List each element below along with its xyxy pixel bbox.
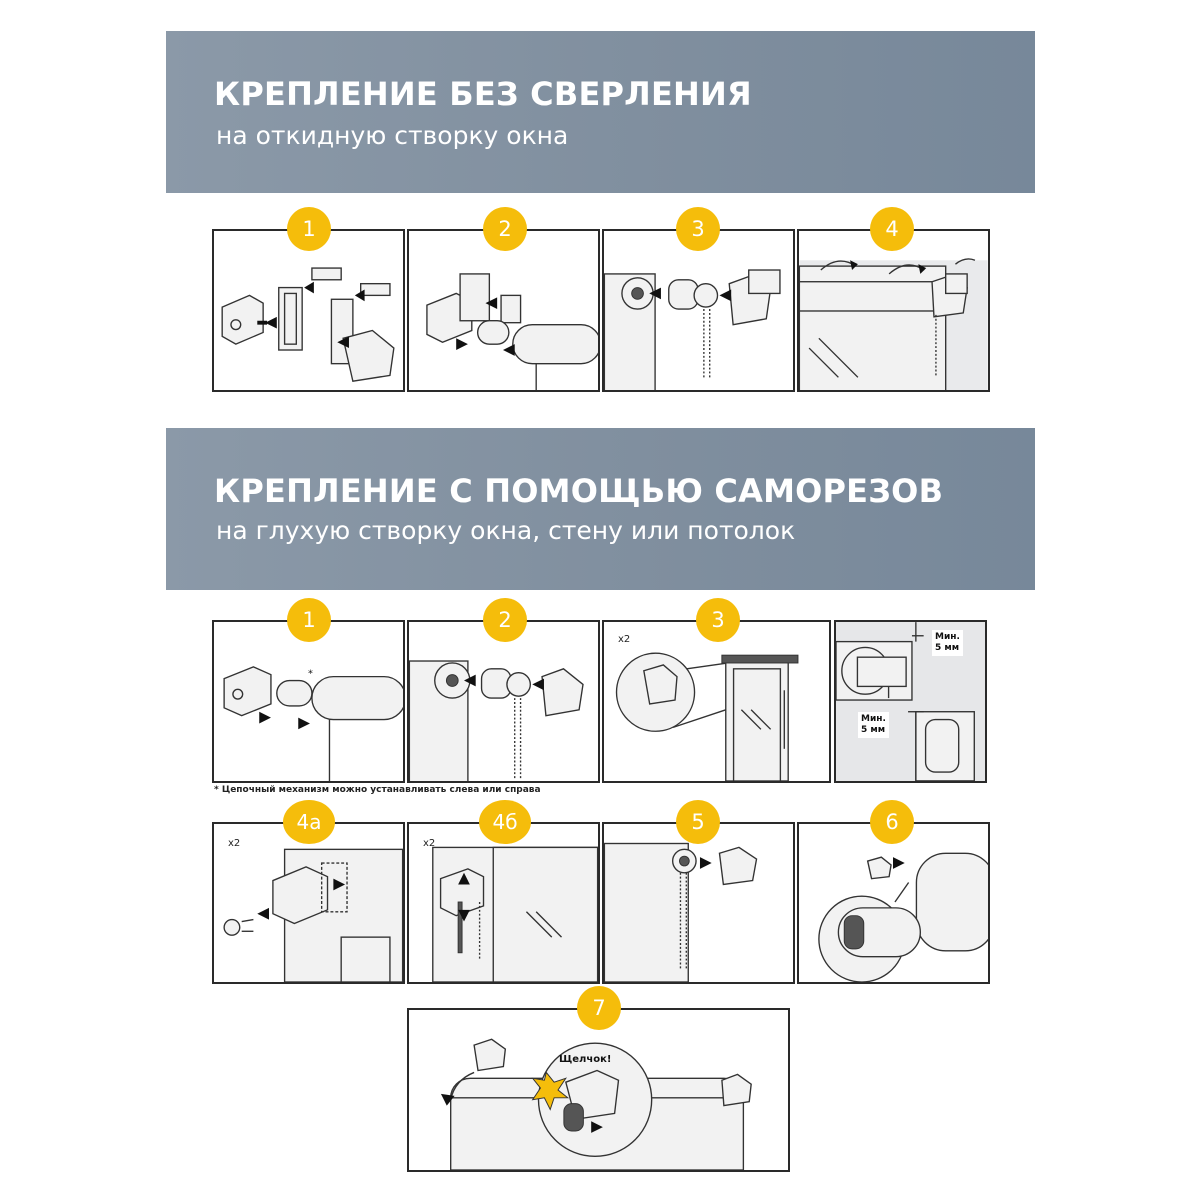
screw-step-badge-3: 3 (696, 598, 740, 642)
screw-step-panel-5 (602, 822, 795, 984)
step-panel-4 (797, 229, 990, 392)
min-gap-label-bottom (858, 712, 889, 738)
screw-step-panel-6 (797, 822, 990, 984)
level-mount-illustration (604, 622, 829, 781)
multiplier-label: x2 (423, 838, 436, 849)
wall-bracket-illustration (214, 824, 403, 982)
clearance-panel (834, 620, 987, 783)
step-badge-3: 3 (676, 207, 720, 251)
step-panel-3 (602, 229, 795, 392)
chain-end-illustration (409, 622, 598, 781)
screw-step-badge-7: 7 (577, 986, 621, 1030)
section-banner-screws (166, 428, 1035, 590)
screw-step-panel-4a (212, 822, 405, 984)
step-badge-1: 1 (287, 207, 331, 251)
step-badge-4: 4 (870, 207, 914, 251)
screw-step-panel-4b (407, 822, 600, 984)
end-cap-illustration (604, 824, 793, 982)
multiplier-label: x2 (618, 634, 631, 645)
cover-cap-illustration (799, 824, 988, 982)
screw-step-badge-2: 2 (483, 598, 527, 642)
section-subtitle: на откидную створку окна (216, 121, 569, 150)
section-subtitle: на глухую створку окна, стену или потолок (216, 516, 796, 545)
chain-side-note: * Цепочный механизм можно устанавливать слева или справа (214, 785, 541, 795)
chain-mechanism-illustration (604, 231, 793, 390)
screw-step-badge-1: 1 (287, 598, 331, 642)
roller-tube-illustration (409, 231, 598, 390)
screw-step-panel-1 (212, 620, 405, 783)
screw-step-badge-5: 5 (676, 800, 720, 844)
min-gap-line2: 5 мм (861, 725, 886, 735)
ceiling-bracket-illustration (409, 824, 598, 982)
click-label: Щелчок! (559, 1054, 612, 1065)
section-title: КРЕПЛЕНИЕ С ПОМОЩЬЮ САМОРЕЗОВ (214, 472, 944, 510)
section-banner-no-drilling (166, 31, 1035, 193)
bracket-tube-illustration (214, 622, 403, 781)
multiplier-label: x2 (228, 838, 241, 849)
svg-text:*: * (308, 668, 313, 680)
screw-step-panel-3 (602, 620, 831, 783)
click-into-place-illustration (409, 1010, 788, 1170)
min-gap-line2: 5 мм (935, 643, 960, 653)
min-gap-line1: Мин. (935, 632, 960, 642)
step-badge-2: 2 (483, 207, 527, 251)
screw-step-badge-6: 6 (870, 800, 914, 844)
step-panel-2 (407, 229, 600, 392)
screw-step-panel-7 (407, 1008, 790, 1172)
step-panel-1 (212, 229, 405, 392)
section-title: КРЕПЛЕНИЕ БЕЗ СВЕРЛЕНИЯ (214, 75, 752, 113)
screw-step-panel-2 (407, 620, 600, 783)
screw-step-badge-4b: 4б (479, 800, 531, 844)
installed-blind-illustration (799, 231, 988, 390)
screw-step-badge-4a: 4а (283, 800, 335, 844)
bracket-parts-illustration (214, 231, 403, 390)
min-gap-label-top (932, 630, 963, 656)
min-gap-line1: Мин. (861, 714, 886, 724)
